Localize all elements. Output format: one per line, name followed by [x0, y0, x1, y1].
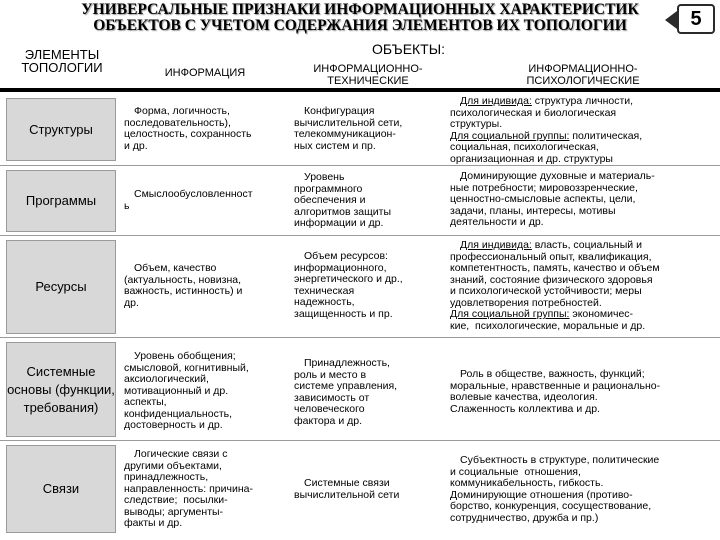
elements-header: ЭЛЕМЕНТЫ ТОПОЛОГИИ	[21, 47, 103, 75]
cell-links-psy: Субъектность в структуре, политические и социальные отношения, коммуникабельность, гибкость. Доминирующие отношения (противо- борство, конкуренция, сосуществование, сотрудничество, дружба и пр.)	[450, 455, 660, 524]
cell-structures-info: Форма, логичность, последовательность), целостность, сохранность и др.	[124, 106, 252, 152]
element-cell-resources: Ресурсы	[6, 240, 116, 334]
cell-links-info: Логические связи с другими объектами, принадлежность, направленность: причина- следствие; посылки- выводы; аргументы- факты и др.	[124, 449, 253, 529]
social-group-label: Для социальной группы:	[450, 129, 570, 142]
cell-system-psy: Роль в обществе, важность, функций; моральные, нравственные и рационально- волевые качества, идеология. Слаженность коллектива и др.	[450, 369, 661, 415]
element-cell-structures: Структуры	[6, 98, 116, 161]
individual-text: власть, социальный и профессиональный опыт, квалификация, компетентность, память, качество и объем знаний, состояние физического здоровья и психологической устойчивости; меры удовлетворения потребностей.	[450, 240, 660, 309]
element-cell-links: Связи	[6, 445, 116, 533]
social-group-text: экономичес- кие, психологические, моральные и др.	[450, 308, 646, 332]
title-line-2: ОБЪЕКТОВ С УЧЕТОМ СОДЕРЖАНИЯ ЭЛЕМЕНТОВ ИХ ТОПОЛОГИИ	[93, 17, 627, 34]
element-cell-programs: Программы	[6, 170, 116, 232]
individual-text: структура личности, психологическая и биологическая структуры.	[450, 96, 634, 130]
cell-programs-info: Смыслообусловленност ь	[124, 189, 253, 212]
cell-resources-info: Объем, качество (актуальность, новизна, важность, истинность) и др.	[124, 263, 243, 309]
cell-system-info: Уровень обобщения; смысловой, когнитивный, аксиологический, мотивационный и др. аспекты, конфиденциальность, достоверность и др.	[124, 351, 249, 431]
individual-label: Для индивида:	[460, 96, 532, 107]
row-divider	[0, 235, 720, 236]
cell-resources-psy	[450, 240, 716, 332]
social-group-text: политическая, социальная, психологическая, организационная и др. структуры	[450, 129, 643, 165]
header-divider	[0, 88, 720, 92]
social-group-label: Для социальной группы:	[450, 308, 570, 320]
title-line-1: УНИВЕРСАЛЬНЫЕ ПРИЗНАКИ ИНФОРМАЦИОННЫХ ХАРАКТЕРИСТИК	[81, 1, 639, 18]
objects-header: ОБЪЕКТЫ:	[372, 41, 446, 57]
column-header-psy: ИНФОРМАЦИОННО- ПСИХОЛОГИЧЕСКИЕ	[526, 63, 640, 87]
individual-label: Для индивида:	[460, 240, 532, 251]
row-divider	[0, 165, 720, 166]
row-divider	[0, 440, 720, 441]
cell-system-tech: Принадлежность, роль и место в системе управления, зависимость от человеческого фактора и др.	[294, 358, 398, 427]
cell-structures-tech: Конфигурация вычислительной сети, телекоммуникацион- ных систем и пр.	[294, 106, 403, 152]
cell-programs-tech: Уровень программного обеспечения и алгоритмов защиты информации и др.	[294, 172, 391, 229]
element-cell-system: Системные основы (функции, требования)	[6, 342, 116, 437]
cell-resources-tech: Объем ресурсов: информационного, энергетического и др., техническая надежность, защищенность и пр.	[294, 251, 403, 320]
column-header-info: ИНФОРМАЦИЯ	[164, 67, 246, 79]
row-divider	[0, 337, 720, 338]
column-header-tech: ИНФОРМАЦИОННО- ТЕХНИЧЕСКИЕ	[313, 63, 423, 87]
cell-links-tech: Системные связи вычислительной сети	[294, 478, 400, 501]
slide-title	[40, 2, 680, 34]
cell-structures-psy	[450, 96, 716, 165]
cell-programs-psy: Доминирующие духовные и материаль- ные потребности; мировоззренческие, ценностно-смысловые аспекты, цели, задачи, планы, интересы, мотивы деятельности и др.	[450, 171, 655, 228]
page-number-badge: 5	[677, 4, 715, 34]
